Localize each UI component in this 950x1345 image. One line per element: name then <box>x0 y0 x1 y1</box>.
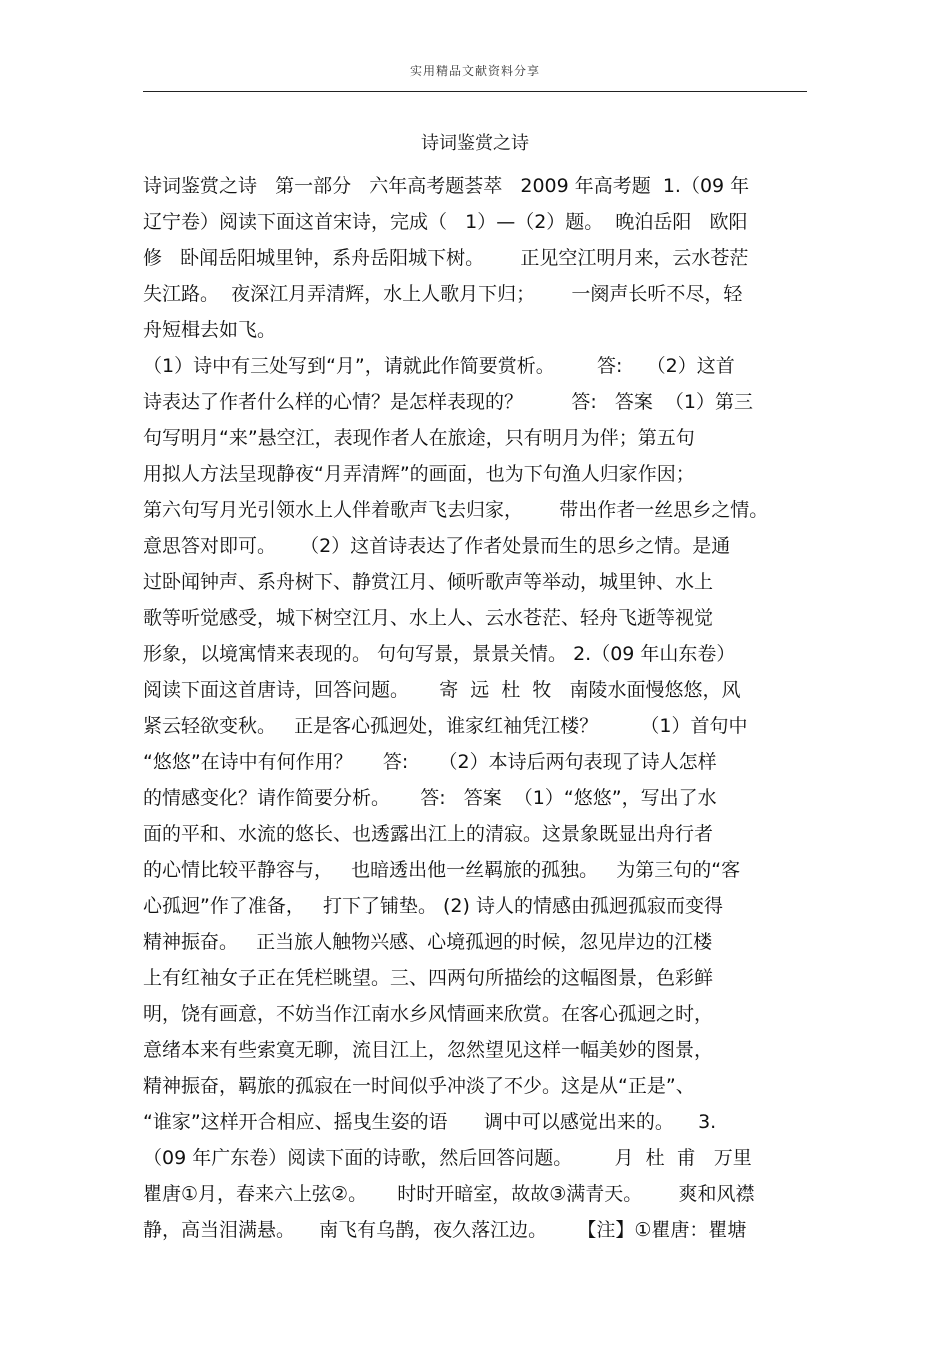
text-line: 静，高当泪满悬。 南飞有乌鹊，夜久落江边。 【注】①瞿唐：瞿塘 <box>143 1219 747 1241</box>
text-line: 舟短楫去如飞。 <box>143 319 277 341</box>
text-line: 诗词鉴赏之诗 第一部分 六年高考题荟萃 2009 年高考题 1.（09 年 <box>143 175 750 197</box>
text-line: 紧云轻欲变秋。 正是客心孤迥处，谁家红袖凭江楼？ （1）首句中 <box>143 715 748 737</box>
text-line: 歌等听觉感受，城下树空江月、水上人、云水苍茫、轻舟飞逝等视觉 <box>143 607 714 629</box>
text-line: 辽宁卷）阅读下面这首宋诗，完成（ 1）—（2）题。 晚泊岳阳 欧阳 <box>143 211 748 233</box>
text-line: 意绪本来有些索寞无聊，流目江上，忽然望见这样一幅美妙的图景， <box>143 1039 714 1061</box>
text-line: （1）诗中有三处写到“月”，请就此作简要赏析。 答: （2）这首 <box>143 355 735 377</box>
text-line: 瞿唐①月，春来六上弦②。 时时开暗室，故故③满青天。 爽和风襟 <box>143 1183 755 1205</box>
header-divider <box>143 91 807 92</box>
text-line: 过卧闻钟声、系舟树下、静赏江月、倾听歌声等举动，城里钟、水上 <box>143 571 714 593</box>
text-line: 的情感变化？请作简要分析。 答: 答案 （1）“悠悠”，写出了水 <box>143 787 717 809</box>
text-line: 第六句写月光引领水上人伴着歌声飞去归家， 带出作者一丝思乡之情。 <box>143 499 769 521</box>
text-line: 意思答对即可。 （2）这首诗表达了作者处景而生的思乡之情。是通 <box>143 535 731 557</box>
text-line: 修 卧闻岳阳城里钟，系舟岳阳城下树。 正见空江明月来，云水苍茫 <box>143 247 749 269</box>
text-line: 明，饶有画意，不妨当作江南水乡风情画来欣赏。在客心孤迥之时， <box>143 1003 714 1025</box>
text-line: 失江路。 夜深江月弄清辉，水上人歌月下归； 一阕声长听不尽，轻 <box>143 283 743 305</box>
body-text <box>143 168 823 1248</box>
text-line: 句写明月“来”悬空江，表现作者人在旅途，只有明月为伴；第五句 <box>143 427 695 449</box>
page-header: 实用精品文献资料分享 <box>409 64 540 78</box>
text-line: 形象，以境寓情来表现的。 句句写景，景景关情。 2.（09 年山东卷） <box>143 643 736 665</box>
text-line: 用拟人方法呈现静夜“月弄清辉”的画面，也为下句渔人归家作因； <box>143 463 695 485</box>
text-line: “谁家”这样开合相应、摇曳生姿的语 调中可以感觉出来的。 3. <box>143 1111 717 1133</box>
text-line: 精神振奋，羁旅的孤寂在一时间似乎冲淡了不少。这是从“正是”、 <box>143 1075 695 1097</box>
document-title: 诗词鉴赏之诗 <box>421 133 529 154</box>
text-line: 上有红袖女子正在凭栏眺望。三、四两句所描绘的这幅图景，色彩鲜 <box>143 967 714 989</box>
text-line: 精神振奋。 正当旅人触物兴感、心境孤迥的时候，忽见岸边的江楼 <box>143 931 713 953</box>
text-line: “悠悠”在诗中有何作用？ 答: （2）本诗后两句表现了诗人怎样 <box>143 751 717 773</box>
text-line: 面的平和、水流的悠长、也透露出江上的清寂。这景象既显出舟行者 <box>143 823 714 845</box>
text-line: （09 年广东卷）阅读下面的诗歌，然后回答问题。 月 杜 甫 万里 <box>143 1147 752 1169</box>
text-line: 心孤迥”作了准备， 打下了铺垫。 (2) 诗人的情感由孤迥孤寂而变得 <box>143 895 723 917</box>
text-line: 阅读下面这首唐诗，回答问题。 寄 远 杜 牧 南陵水面慢悠悠，风 <box>143 679 741 701</box>
text-line: 诗表达了作者什么样的心情？是怎样表现的？ 答: 答案 （1）第三 <box>143 391 754 413</box>
text-line: 的心情比较平静容与， 也暗透出他一丝羁旅的孤独。 为第三句的“客 <box>143 859 741 881</box>
